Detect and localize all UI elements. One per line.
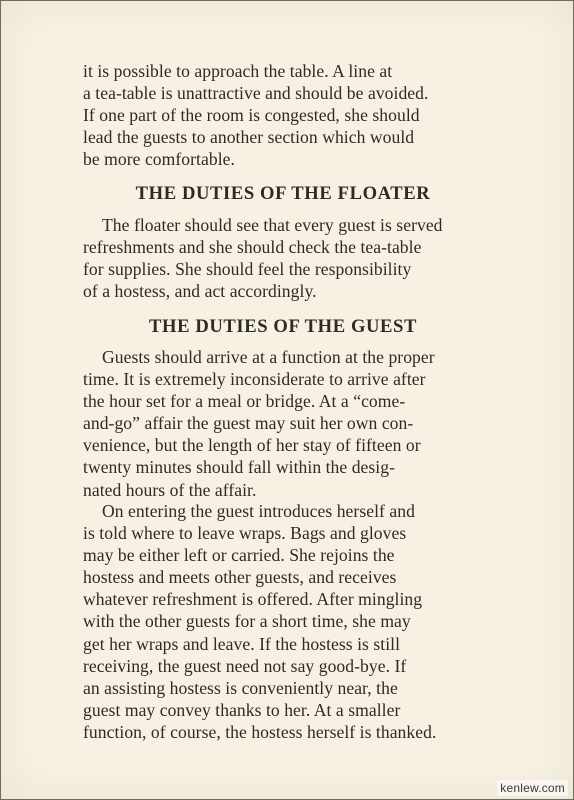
text-line: guest may convey thanks to her. At a smaller xyxy=(83,699,401,720)
section-heading-floater: THE DUTIES OF THE FLOATER xyxy=(135,183,431,204)
text-line: is told where to leave wraps. Bags and gloves xyxy=(83,523,407,544)
text-line: function, of course, the hostess herself is thanked. xyxy=(83,721,437,742)
text-line: a tea-table is unattractive and should be avoided. xyxy=(83,83,429,104)
continuation-paragraph xyxy=(83,60,483,170)
text-line: On entering the guest introduces herself and xyxy=(102,501,415,521)
text-line: of a hostess, and act accordingly. xyxy=(83,281,317,302)
text-line: If one part of the room is congested, she should xyxy=(83,105,420,126)
text-line: refreshments and she should check the tea-table xyxy=(83,237,422,258)
text-line: twenty minutes should fall within the desig- xyxy=(83,457,396,478)
text-line: with the other guests for a short time, she may xyxy=(83,611,411,632)
text-line: an assisting hostess is conveniently near, the xyxy=(83,677,398,698)
watermark: kenlew.com xyxy=(497,780,568,796)
text-line: be more comfortable. xyxy=(83,149,235,170)
text-line: and-go” affair the guest may suit her own con- xyxy=(83,413,414,434)
guest-paragraph-1 xyxy=(83,346,483,501)
guest-paragraph-2 xyxy=(83,500,483,743)
text-line: get her wraps and leave. If the hostess is still xyxy=(83,633,401,654)
text-line: receiving, the guest need not say good-bye. If xyxy=(83,655,407,676)
floater-paragraph xyxy=(83,214,483,302)
text-line: time. It is extremely inconsiderate to arrive after xyxy=(83,369,426,390)
text-line: hostess and meets other guests, and receives xyxy=(83,567,397,588)
text-line: The floater should see that every guest is served xyxy=(102,215,443,235)
text-line: for supplies. She should feel the responsibility xyxy=(83,259,412,280)
section-heading-guest: THE DUTIES OF THE GUEST xyxy=(149,316,417,337)
text-line: venience, but the length of her stay of fifteen or xyxy=(83,435,421,456)
text-line: whatever refreshment is offered. After mingling xyxy=(83,589,423,610)
text-line: it is possible to approach the table. A line at xyxy=(83,61,393,81)
text-line: the hour set for a meal or bridge. At a “come- xyxy=(83,391,406,412)
text-line: may be either left or carried. She rejoins the xyxy=(83,545,395,566)
text-line: lead the guests to another section which would xyxy=(83,127,415,148)
text-line: Guests should arrive at a function at the proper xyxy=(102,347,435,367)
text-line: nated hours of the affair. xyxy=(83,479,257,500)
